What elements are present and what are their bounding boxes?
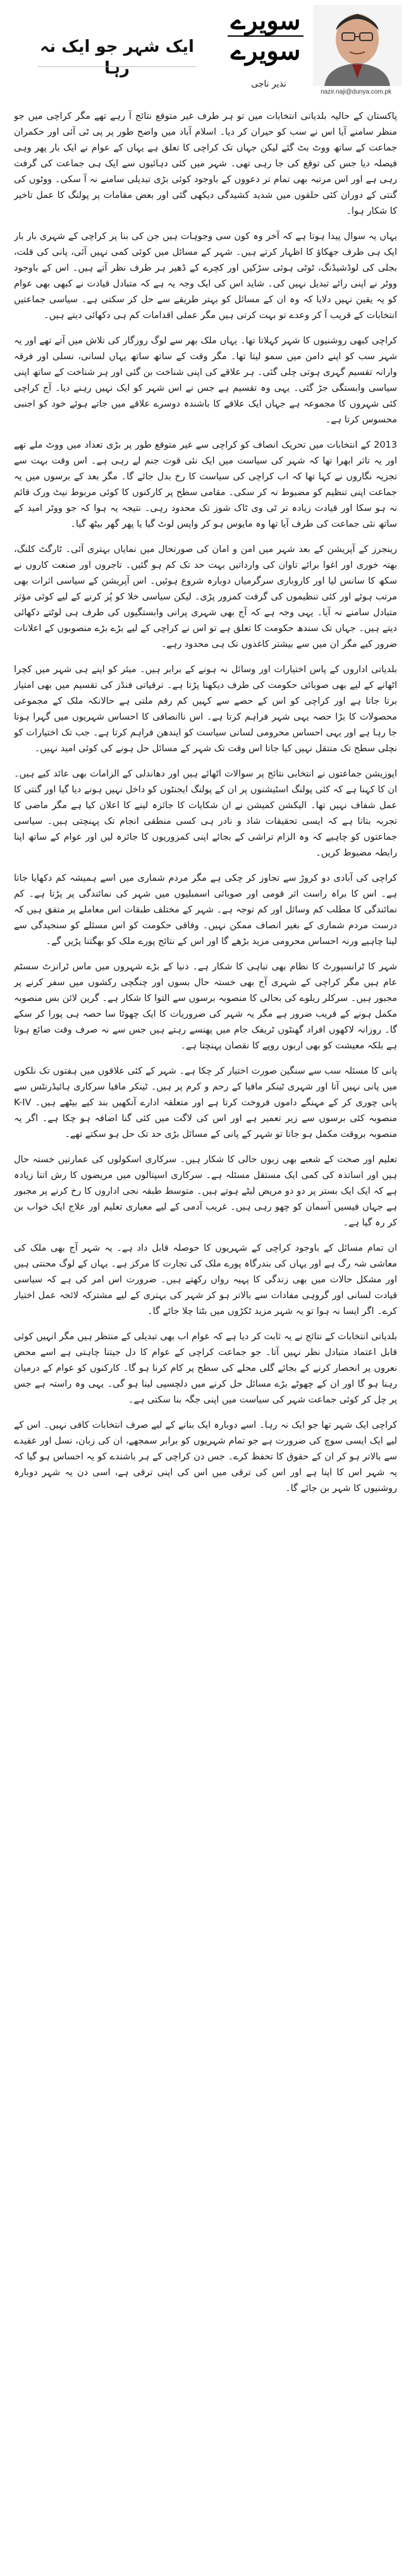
article-paragraph-8: کراچی کی آبادی دو کروڑ سے تجاوز کر چکی ہے مگر مردم شماری میں اسے ہمیشہ کم دکھایا جاتا ہے۔ اس کا براہ راست اثر قومی اور صوبائی اسمبلیوں میں شہر کی نمائندگی پر پڑتا ہے۔ کم نمائندگی کا مطلب کم وسائل اور کم توجہ ہے۔ شہر کے مختلف طبقات اس معاملے پر متفق ہیں کہ درست مردم شماری کے بغیر انصاف ممکن نہیں۔ وفاقی حکومت کو اس مسئلے کو سنجیدگی سے لینا چاہیے ورنہ احساس محرومی مزید بڑھے گا اور اس کے نتائج پورے ملک کو بھگتنا پڑیں گے۔ — [14, 873, 397, 947]
article-paragraph-7: اپوزیشن جماعتوں نے انتخابی نتائج پر سوالات اٹھائے ہیں اور دھاندلی کے الزامات بھی عائد کیے ہیں۔ ان کا کہنا ہے کہ کئی پولنگ اسٹیشنوں پر ان کے پولنگ ایجنٹوں کو داخل نہیں ہونے دیا گیا اور گنتی کا عمل شفاف نہیں تھا۔ الیکشن کمیشن نے ان شکایات کا جائزہ لینے کا اعلان کیا ہے مگر ماضی کا تجربہ بتاتا ہے کہ ایسی تحقیقات شاذ و نادر ہی کسی منطقی انجام تک پہنچتی ہیں۔ سیاسی جماعتوں کو چاہیے کہ وہ الزام تراشی کے بجائے اپنی کمزوریوں کا جائزہ لیں اور عوام کے ساتھ اپنا رابطہ مضبوط کریں۔ — [14, 769, 397, 858]
article-paragraph-11: تعلیم اور صحت کے شعبے بھی زبوں حالی کا شکار ہیں۔ سرکاری اسکولوں کی عمارتیں خستہ حال ہیں اور اساتذہ کی کمی ایک مستقل مسئلہ ہے۔ سرکاری اسپتالوں میں مریضوں کا رش اتنا زیادہ ہے کہ ایک ایک بستر پر دو دو مریض لیٹے ہوتے ہیں۔ متوسط طبقہ نجی اداروں کا رخ کرنے پر مجبور ہے جہاں فیسیں آسمان کو چھو رہی ہیں۔ غریب آدمی کے لیے معیاری تعلیم اور علاج ایک خواب بن کر رہ گیا ہے۔ — [14, 1155, 397, 1228]
column-headline: ایک شہر جو ایک نہ رہا — [40, 37, 194, 78]
column-body — [14, 109, 397, 2568]
column-header — [0, 0, 411, 101]
article-paragraph-14: کراچی ایک شہر تھا جو ایک نہ رہا۔ اسے دوبارہ ایک بنانے کے لیے صرف انتخابات کافی نہیں۔ اس کے لیے ایک ایسی سوچ کی ضرورت ہے جو تمام شہریوں کو برابر سمجھے، ان کی زبان، نسل اور عقیدے سے بالاتر ہو کر ان کے حقوق کا تحفظ کرے۔ جس دن کراچی کے ہر باشندے کو یہ احساس ہو گیا کہ یہ شہر اس کا اپنا ہے اور اس کی ترقی میں اس کی اپنی ترقی ہے، اسی دن یہ شہر دوبارہ روشنیوں کا شہر بن جائے گا۔ — [14, 1420, 397, 1493]
article-paragraph-4: 2013 کے انتخابات میں تحریک انصاف کو کراچی سے غیر متوقع طور پر بڑی تعداد میں ووٹ ملے تھے اور یہ تاثر ابھرا تھا کہ شہر کی سیاست میں ایک نئی قوت جنم لے رہی ہے۔ اس وقت بہت سے تجزیہ نگاروں نے کہا تھا کہ اب کراچی کی سیاست کا رخ بدل جائے گا۔ مگر بعد کے برسوں میں یہ جماعت اپنی تنظیم کو مضبوط نہ کر سکی۔ مقامی سطح پر کارکنوں کا کوئی مربوط نیٹ ورک قائم نہ ہو سکا اور قیادت زیادہ تر ٹی وی ٹاک شوز تک محدود رہی۔ نتیجہ یہ ہوا کہ جو ووٹر امید کے ساتھ نئی جماعت کی طرف آیا تھا وہ مایوس ہو کر واپس لوٹ گیا یا پھر گھر بیٹھ گیا۔ — [14, 440, 397, 529]
author-portrait-icon — [313, 5, 402, 86]
article-paragraph-12: ان تمام مسائل کے باوجود کراچی کے شہریوں کا حوصلہ قابل داد ہے۔ یہ شہر آج بھی ملک کی معاشی شہ رگ ہے اور یہاں کی بندرگاہ پورے ملک کی تجارت کا مرکز ہے۔ یہاں کے لوگ محنتی ہیں اور مشکل حالات میں بھی زندگی کا پہیہ رواں رکھتے ہیں۔ ضرورت اس امر کی ہے کہ سیاسی قیادت لسانی اور گروہی مفادات سے بالاتر ہو کر شہر کی بہتری کے لیے مشترکہ لائحہ عمل اختیار کرے۔ اگر ایسا نہ ہوا تو یہ شہر مزید ٹکڑوں میں بٹتا چلا جائے گا۔ — [14, 1243, 397, 1316]
logo-line-bottom: سویرے — [228, 35, 304, 66]
author-name: نذیر ناجی — [251, 79, 286, 89]
article-paragraph-10: پانی کا مسئلہ سب سے سنگین صورت اختیار کر چکا ہے۔ شہر کے کئی علاقوں میں ہفتوں تک نلکوں میں پانی نہیں آتا اور شہری ٹینکر مافیا کے رحم و کرم پر ہیں۔ ٹینکر مافیا سرکاری ہائیڈرنٹس سے پانی چوری کر کے مہنگے داموں فروخت کرتا ہے اور متعلقہ ادارے آنکھیں بند کیے بیٹھے ہیں۔ K-IV منصوبہ کئی برسوں سے زیر تعمیر ہے اور اس کی لاگت میں کئی گنا اضافہ ہو چکا ہے۔ اگر یہ منصوبہ بروقت مکمل ہو جاتا تو شہر کے پانی کے مسائل بڑی حد تک حل ہو سکتے تھے۔ — [14, 1066, 397, 1139]
article-paragraph-2: یہاں یہ سوال پیدا ہوتا ہے کہ آخر وہ کون سی وجوہات ہیں جن کی بنا پر کراچی کے شہری بار بار ایک ہی طرف جھکاؤ کا اظہار کرتے ہیں۔ شہر کے مسائل میں کوئی کمی نہیں آئی، پانی کی قلت، بجلی کی لوڈشیڈنگ، ٹوٹی ہوئی سڑکیں اور کچرے کے ڈھیر ہر طرف نظر آتے ہیں۔ اس کے باوجود ووٹر نے اپنی رائے تبدیل نہیں کی۔ شاید اس کی ایک وجہ یہ ہے کہ متبادل قیادت نے کبھی بھی عوام کو یہ یقین نہیں دلایا کہ وہ ان کے مسائل کو بہتر طریقے سے حل کر سکتی ہے۔ سیاسی جماعتیں انتخابات کے قریب آ کر وعدے تو بہت کرتی ہیں مگر عملی اقدامات کم ہی دکھائی دیتے ہیں۔ — [14, 231, 397, 321]
column-logo — [228, 6, 304, 76]
article-paragraph-3: کراچی کبھی روشنیوں کا شہر کہلاتا تھا۔ یہاں ملک بھر سے لوگ روزگار کی تلاش میں آتے تھے اور یہ شہر سب کو اپنے دامن میں سمو لیتا تھا۔ مگر وقت کے ساتھ ساتھ یہاں لسانی، نسلی اور فرقہ وارانہ تقسیم گہری ہوتی چلی گئی۔ ہر علاقے کی اپنی شناخت بن گئی اور ہر شناخت کے ساتھ اپنی سیاسی وابستگی جڑ گئی۔ یہی وہ تقسیم ہے جس نے اس شہر کو ایک نہیں رہنے دیا۔ آج کراچی کئی شہروں کا مجموعہ ہے جہاں ایک علاقے کا باشندہ دوسرے علاقے میں جاتے ہوئے خود کو اجنبی محسوس کرتا ہے۔ — [14, 336, 397, 425]
article-paragraph-6: بلدیاتی اداروں کے پاس اختیارات اور وسائل نہ ہونے کے برابر ہیں۔ میئر کو اپنے ہی شہر میں کچرا اٹھانے کے لیے بھی صوبائی حکومت کی طرف دیکھنا پڑتا ہے۔ ترقیاتی فنڈز کی تقسیم میں بھی امتیاز برتا جاتا ہے اور کراچی کو اس کے حصے سے کہیں کم رقم ملتی ہے حالانکہ ملک کے مجموعی محصولات کا بڑا حصہ یہی شہر فراہم کرتا ہے۔ اس ناانصافی کا احساس شہریوں میں گہرا ہوتا جا رہا ہے اور یہی احساس محرومی لسانی سیاست کو ایندھن فراہم کرتا ہے۔ جب تک اختیارات کو نچلی سطح تک منتقل نہیں کیا جاتا اس وقت تک شہر کے مسائل حل ہونے کی کوئی امید نہیں۔ — [14, 665, 397, 754]
article-paragraph-9: شہر کا ٹرانسپورٹ کا نظام بھی تباہی کا شکار ہے۔ دنیا کے بڑے شہروں میں ماس ٹرانزٹ سسٹم عام ہیں مگر کراچی کے شہری آج بھی خستہ حال بسوں اور چنگچی رکشوں میں سفر کرنے پر مجبور ہیں۔ سرکلر ریلوے کی بحالی کا منصوبہ برسوں سے التوا کا شکار ہے۔ گرین لائن بس منصوبہ مکمل ہونے کے قریب ضرور ہے مگر یہ شہر کی ضروریات کا ایک چھوٹا سا حصہ ہی پورا کر سکے گا۔ روزانہ لاکھوں افراد گھنٹوں ٹریفک جام میں پھنسے رہتے ہیں جس سے نہ صرف وقت ضائع ہوتا ہے بلکہ معیشت کو بھی اربوں روپے کا نقصان پہنچتا ہے۔ — [14, 962, 397, 1051]
author-email: nazir.naji@dunya.com.pk — [321, 89, 391, 95]
article-paragraph-1: پاکستان کے حالیہ بلدیاتی انتخابات میں تو ہر طرف غیر متوقع نتائج آ رہے تھے مگر کراچی میں جو منظر سامنے آیا اس نے سب کو حیران کر دیا۔ اسلام آباد میں واضح طور پر پی ٹی آئی اور حکمران جماعت کے ساتھ ووٹ بٹ گئے لیکن جہاں تک کراچی کا تعلق ہے یہاں کے عوام نے ایک بار پھر وہی فیصلہ دیا جس کی توقع کی جا رہی تھی۔ شہر میں کئی دہائیوں سے ایک ہی جماعت کی گرفت رہی ہے اور اس مرتبہ بھی تمام تر دعووں کے باوجود کوئی بڑی تبدیلی سامنے نہ آ سکی۔ ووٹوں کی گنتی کے دوران کئی حلقوں میں شدید کشیدگی دیکھی گئی اور بعض مقامات پر پولنگ کا عمل تاخیر کا شکار ہوا۔ — [14, 111, 397, 216]
headline-divider — [38, 66, 196, 67]
article-paragraph-5: رینجرز کے آپریشن کے بعد شہر میں امن و امان کی صورتحال میں نمایاں بہتری آئی۔ ٹارگٹ کلنگ، بھتہ خوری اور اغوا برائے تاوان کی وارداتیں بہت حد تک کم ہو گئیں۔ تاجروں اور صنعت کاروں نے سکھ کا سانس لیا اور کاروباری سرگرمیاں دوبارہ شروع ہوئیں۔ اس آپریشن کے سیاسی اثرات بھی مرتب ہوئے اور کئی تنظیموں کی گرفت کمزور پڑی۔ لیکن سیاسی خلا کو پُر کرنے کے لیے کوئی مؤثر متبادل سامنے نہ آیا۔ یہی وجہ ہے کہ آج بھی شہری پرانی وابستگیوں کی طرف ہی لوٹتے دکھائی دیتے ہیں۔ جہاں تک سندھ حکومت کا تعلق ہے تو اس نے کراچی کے لیے بڑے بڑے منصوبوں کے اعلانات ضرور کیے مگر ان میں سے بیشتر کاغذوں تک ہی محدود رہے۔ — [14, 544, 397, 649]
article-paragraph-13: بلدیاتی انتخابات کے نتائج نے یہ ثابت کر دیا ہے کہ عوام اب بھی تبدیلی کے منتظر ہیں مگر انہیں کوئی قابل اعتماد متبادل نظر نہیں آتا۔ جو جماعت کراچی کے عوام کا دل جیتنا چاہتی ہے اسے محض نعروں پر انحصار کرنے کے بجائے گلی محلے کی سطح پر کام کرنا ہو گا۔ کارکنوں کو عوام کے درمیان رہنا ہو گا اور ان کے چھوٹے بڑے مسائل حل کرنے میں دلچسپی لینا ہو گی۔ یہی وہ راستہ ہے جس پر چل کر کوئی جماعت شہر کی سیاست میں اپنی جگہ بنا سکتی ہے۔ — [14, 1332, 397, 1405]
logo-line-top: سویرے — [230, 6, 301, 35]
